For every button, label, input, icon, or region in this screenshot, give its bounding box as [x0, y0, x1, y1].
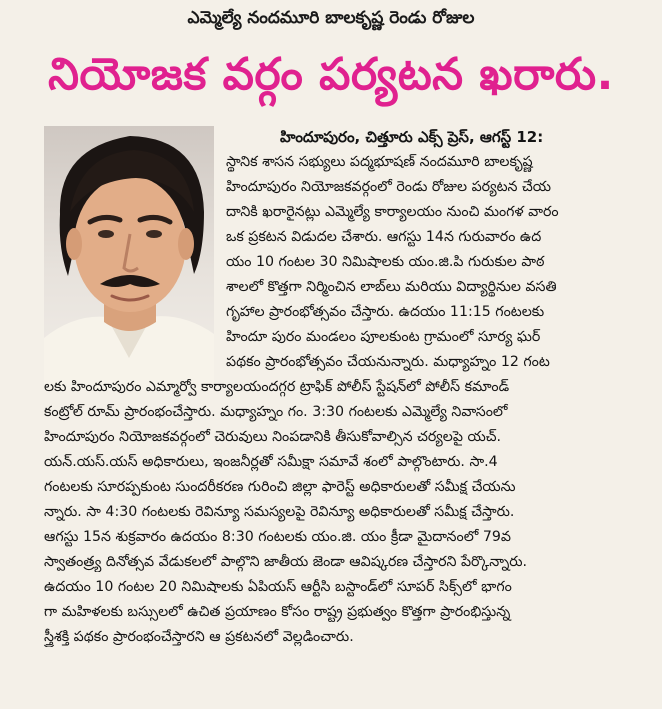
body-line: గంటలకు సూరప్పకుంట సుందరీకరణ గురించి జిల్లా ఫారెస్ట్ అధికారులతో సమీక్ష చేయను: [44, 479, 516, 495]
body-line: శాలలో కొత్తగా నిర్మించిన లాబ్‌లు మరియు విద్యార్థినుల వసతి: [226, 279, 557, 295]
body-line: ఉదయం 10 గంటల 20 నిమిషాలకు ఏపియస్ ఆర్టీసి బస్టాండ్‌లో సూపర్ సిక్స్‌లో భాగం: [44, 579, 512, 595]
body-line: స్థానిక శాసన సభ్యులు పద్మభూషణ్ నందమూరి బాలకృష్ణ: [226, 154, 533, 170]
body-line: యం 10 గంటల 30 నిమిషాలకు యం.జి.పి గురుకుల పాఠ: [226, 254, 545, 270]
body-line: హిందూపురం నియోజకవర్గంలో చెరువులు నింపడానికి తీసుకోవాల్సిన చర్యలపై యచ్.: [44, 429, 501, 445]
body-line: ఒక ప్రకటన విడుదల చేశారు. ఆగస్టు 14న గురువారం ఉద: [226, 229, 542, 245]
body-line: ఆగస్టు 15న శుక్రవారం ఉదయం 8:30 గంటలకు యం.జి. యం క్రీడా మైదానంలో 79వ: [44, 529, 511, 545]
body-line: దానికి ఖరారైనట్లు ఎమ్మెల్యే కార్యాలయం నుంచి మంగళ వారం: [226, 204, 559, 220]
portrait-photo: [44, 126, 214, 390]
body-line: గృహాల ప్రారంభోత్సవం చేస్తారు. ఉదయం 11:15 గంటలకు: [226, 304, 545, 320]
body-line: యన్.యస్.యస్ అధికారులు, ఇంజనీర్లతో సమీక్షా సమావే శంలో పాల్గొంటారు. సా.4: [44, 454, 498, 470]
body-line: గా మహిళలకు బస్సులలో ఉచిత ప్రయాణం కోసం రాష్ట్ర ప్రభుత్వం కొత్తగా ప్రారంభిస్తున్న: [44, 604, 511, 620]
main-headline: నియోజక వర్గం పర్యటన ఖరారు.: [48, 49, 614, 100]
body-line: కంట్రోల్ రూమ్ ప్రారంభంచేస్తారు. మధ్యాహ్నం గం. 3:30 గంటలకు ఎమ్మెల్యే నివాసంలో: [44, 404, 508, 420]
dateline: హిందూపురం, చిత్తూరు ఎక్స్ ప్రెస్, ఆగస్ట్ 12:: [280, 128, 544, 146]
body-line: పథకం ప్రారంభోత్సవం చేయనున్నారు. మధ్యాహ్నం 12 గంట: [226, 354, 550, 370]
portrait-illustration: [44, 126, 214, 390]
body-line: స్త్రీశక్తి పథకం ప్రారంభంచేస్తారని ఆ ప్రకటనలో వెల్లడించారు.: [44, 629, 354, 645]
body-line: న్నారు. సా 4:30 గంటలకు రెవిన్యూ సమస్యలపై రెవిన్యూ అధికారులతో సమీక్ష చేస్తారు.: [44, 504, 515, 520]
body-line: స్వాతంత్ర్య దినోత్సవ వేడుకలలో పాల్గొని జాతీయ జెండా ఆవిష్కరణ చేస్తారని పేర్కొన్నారు.: [44, 554, 528, 570]
body-line: హిందూ పురం మండలం పూలకుంట గ్రామంలో సూర్య ఘర్: [226, 329, 541, 345]
body-line: లకు హిందూపురం ఎమ్మార్వో కార్యాలయందగ్గర ట్రాఫిక్ పోలీస్ స్టేషన్‌లో పోలీస్ కమాండ్: [44, 379, 510, 395]
body-line: హిందూపురం నియోజకవర్గంలో రెండు రోజుల పర్యటన చేయ: [226, 179, 552, 195]
kicker-headline: ఎమ్మెల్యే నందమూరి బాలకృష్ణ రెండు రోజుల: [187, 8, 475, 28]
